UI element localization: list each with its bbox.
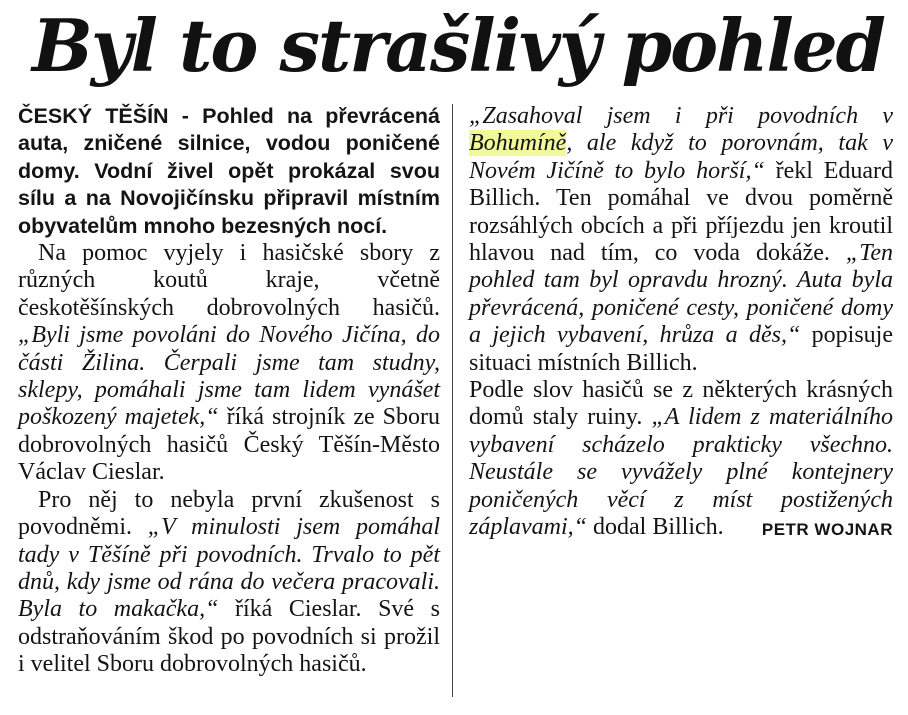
body-paragraph-2-continued — [469, 103, 893, 377]
byline: PETR WOJNAR — [761, 520, 893, 540]
p1-tail: říká strojník ze Sboru dobrovolných hasičů Český Těšín-Město Václav Cieslar. — [18, 404, 441, 486]
p2-text: Pro něj to nebyla první zkušenost s povodněmi. — [18, 486, 440, 541]
p2-tail2-cont: řekl Eduard Billich. Ten pomáhal ve dvou poměrně rozsáhlých obcích a při příjezdu jen kroutil hlavou nad tím, co voda dokáže. — [469, 157, 893, 267]
p2-quote: „V minulosti jsem pomáhal tady v Těšíně při povodních. Trvalo to pět dnů, kdy jsme od rána do večera pracovali. Byla to makačka,“ — [18, 514, 440, 623]
p2-quote2-end-cont: , ale když to porovnám, tak v Novém Jičíně to bylo horší,“ — [469, 130, 893, 184]
body-paragraph-3-continued — [469, 377, 893, 541]
p1-text: Na pomoc vyjely i hasičské sbory z různých koutů kraje, včetně českotěšínských dobrovolných hasičů. — [18, 240, 440, 321]
highlighted-word-cont: Bohumíně — [469, 130, 567, 157]
p3-text-cont: Podle slov hasičů se z některých krásných domů staly ruiny. — [469, 377, 893, 431]
body-paragraph-2 — [18, 487, 440, 679]
p2-quote3-cont: „Ten pohled tam byl opravdu hrozný. Auta byla převrácená, poničené cesty, poničené domy a jejich vybavení, hrůza a děs,“ — [469, 240, 893, 349]
p1-quote: „Byli jsme povoláni do Nového Jičína, do části Žilina. Čerpali jsme tam studny, sklepy, pomáhali jsme tam lidem vynášet poškozený majetek,“ — [18, 322, 440, 431]
body-paragraph-1 — [18, 240, 440, 487]
lead-paragraph — [18, 103, 440, 240]
article-column-left — [18, 103, 440, 679]
p2-quote2-start-cont: „Zasahoval jsem i při povodních v — [469, 103, 893, 129]
dateline-separator: - — [168, 104, 203, 128]
p2-tail3-cont: popisuje situaci místních Billich. — [469, 322, 893, 376]
dateline: ČESKÝ TĚŠÍN — [18, 104, 169, 128]
lead-text: Pohled na převrácená auta, zničené silnice, vodou poničené domy. Vodní živel opět prokázal svou sílu a na Novojičínsku připravil místním obyvatelům mnoho bezesných nocí. — [18, 104, 441, 238]
p3-quote-cont: „A lidem z materiálního vybavení scházelo prakticky všechno. Neustále se vyvážely plné kontejnery poničených věcí z míst postižených záplavami,“ — [469, 404, 893, 541]
p2-tail: říká Cieslar. Své s odstraňováním škod po povodních si prožil i velitel Sboru dobrovolných hasičů. — [18, 596, 440, 678]
column-divider — [452, 104, 453, 697]
p3-tail-cont: dodal Billich. — [587, 514, 724, 541]
headline: Byl to strašlivý pohled — [31, 3, 885, 88]
article-column-right — [469, 103, 893, 544]
